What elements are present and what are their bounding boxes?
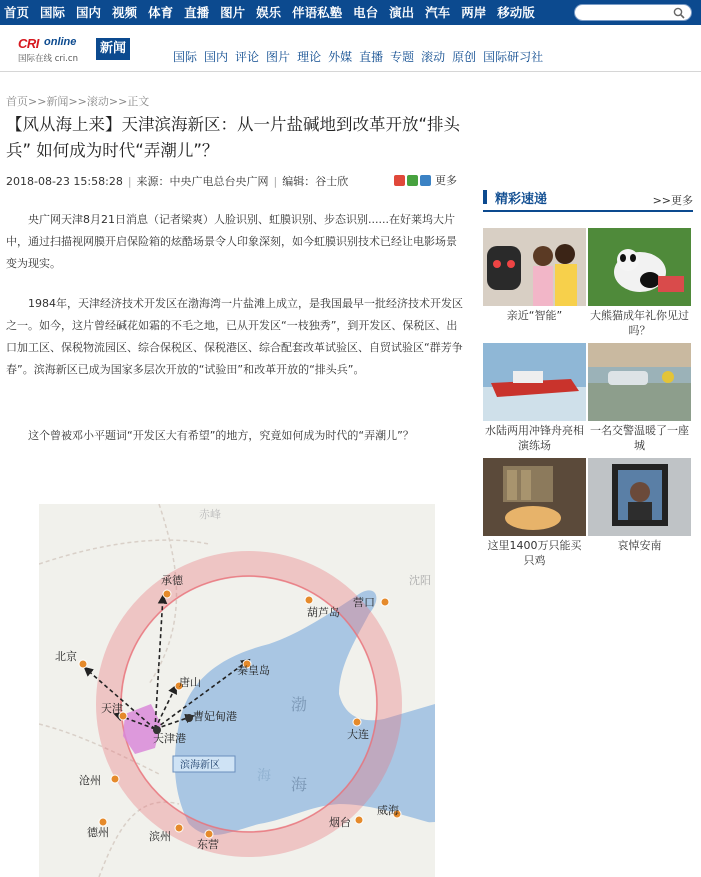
channel-nav-item[interactable]: 评论 xyxy=(235,50,260,64)
article-paragraph: 这个曾被邓小平题词“开发区大有希望”的地方，究竟如何成为时代的“弄潮儿”？ xyxy=(28,429,414,442)
article-paragraph: 1984年，天津经济技术开发区在渤海湾一片盐滩上成立，是我国最早一批经济技术开发区之一。如今，这片曾经碱花如霜的不毛之地，已从开发区“一枝独秀”，到开发区、保税区、出口加工区、保税物流园区、综合保税区、保税港区、综合配套改革试验区、自贸试验区“群芳争春”。滨海新区已成为国家多层次开放的“试验田”和改革开放的“排头兵”。 xyxy=(6,297,463,376)
logo-subtitle: 国际在线 cri.cn xyxy=(18,54,78,64)
svg-text:承德: 承德 xyxy=(161,574,183,587)
site-logo[interactable] xyxy=(18,36,130,64)
channel-nav-item[interactable]: 直播 xyxy=(359,50,384,64)
thumbnail-caption[interactable]: 大熊猫成年礼你见过吗？ xyxy=(590,309,689,337)
channel-nav-item[interactable]: 国内 xyxy=(204,50,229,64)
sidebar-item[interactable] xyxy=(588,343,691,453)
breadcrumb-sep: >> xyxy=(28,95,47,108)
share-bar xyxy=(394,172,457,188)
thumbnail-caption[interactable]: 亲近“智能” xyxy=(506,309,563,322)
channel-nav-item[interactable]: 国际研习社 xyxy=(483,50,544,64)
svg-text:沧州: 沧州 xyxy=(79,774,101,787)
breadcrumb-home[interactable]: 首页 xyxy=(6,95,28,108)
svg-text:威海: 威海 xyxy=(377,804,399,817)
svg-text:滨海新区: 滨海新区 xyxy=(180,760,220,771)
thumbnail-image[interactable] xyxy=(588,458,691,536)
svg-text:德州: 德州 xyxy=(87,826,109,839)
article-paragraph: 央广网天津8月21日消息（记者梁爽）人脸识别、虹膜识别、步态识别......在好莱坞大片中，通过扫描视网膜开启保险箱的炫酷场景令人印象深刻，如今虹膜识别技术已经让电影场景变为现实。 xyxy=(6,213,457,270)
breadcrumb-current: 正文 xyxy=(127,95,150,108)
svg-text:秦皇岛: 秦皇岛 xyxy=(237,664,270,677)
logo-news-badge: 新闻 xyxy=(96,38,130,60)
top-nav-item[interactable]: 国际 xyxy=(40,5,66,20)
svg-text:沈阳: 沈阳 xyxy=(409,574,431,587)
svg-text:东营: 东营 xyxy=(197,838,219,851)
svg-text:烟台: 烟台 xyxy=(329,816,351,829)
thumbnail-caption[interactable]: 哀悼安南 xyxy=(617,539,662,552)
channel-nav-item[interactable]: 外媒 xyxy=(328,50,353,64)
article-date: 2018-08-23 15:58:28 xyxy=(6,175,123,188)
logo-brand: CRI xyxy=(18,36,39,51)
top-nav-item[interactable]: 首页 xyxy=(4,5,30,20)
article-title: 【风从海上来】天津滨海新区：从一片盐碱地到改革开放“排头兵” 如何成为时代“弄潮儿”？ xyxy=(6,115,461,160)
channel-nav-item[interactable]: 专题 xyxy=(390,50,415,64)
top-nav-item[interactable]: 两岸 xyxy=(461,5,487,20)
header-divider xyxy=(0,71,701,72)
share-weibo-icon[interactable] xyxy=(394,175,405,186)
top-nav-bar xyxy=(0,0,701,25)
sidebar-title: 精彩速递 xyxy=(495,192,548,207)
share-wechat-icon[interactable] xyxy=(407,175,418,186)
channel-nav-item[interactable]: 理论 xyxy=(297,50,322,64)
search-icon[interactable] xyxy=(673,7,685,19)
svg-text:曹妃甸港: 曹妃甸港 xyxy=(193,710,237,723)
top-nav-item[interactable]: 电台 xyxy=(353,5,379,20)
top-nav-item[interactable]: 国内 xyxy=(76,5,102,20)
article-meta: 2018-08-23 15:58:28 | 来源：中央广电总台央广网 | 编辑：谷士欣 xyxy=(6,175,349,188)
breadcrumb-sep: >> xyxy=(68,95,87,108)
sidebar-item[interactable] xyxy=(588,458,691,553)
search-input[interactable] xyxy=(581,6,669,20)
thumbnail-image[interactable] xyxy=(483,343,586,421)
article-source: 来源：中央广电总台央广网 xyxy=(136,175,269,188)
thumbnail-caption[interactable]: 水陆两用冲锋舟亮相演练场 xyxy=(485,424,584,452)
channel-nav-item[interactable]: 图片 xyxy=(266,50,291,64)
sidebar-header xyxy=(483,186,693,212)
svg-text:大连: 大连 xyxy=(347,728,369,741)
thumbnail-image[interactable] xyxy=(483,458,586,536)
channel-nav xyxy=(173,48,550,65)
svg-text:天津港: 天津港 xyxy=(153,732,186,745)
sidebar-item[interactable] xyxy=(588,228,691,338)
top-nav-item[interactable]: 汽车 xyxy=(425,5,451,20)
svg-text:赤峰: 赤峰 xyxy=(199,508,221,521)
svg-text:滨州: 滨州 xyxy=(149,830,171,843)
sidebar-item[interactable] xyxy=(483,228,586,323)
top-nav-item[interactable]: 伴语私塾 xyxy=(292,5,343,20)
svg-text:葫芦岛: 葫芦岛 xyxy=(307,606,340,619)
thumbnail-caption[interactable]: 一名交警温暖了一座城 xyxy=(590,424,689,452)
svg-text:渤: 渤 xyxy=(291,695,308,714)
share-plus-icon[interactable] xyxy=(420,175,431,186)
top-nav-item[interactable]: 娱乐 xyxy=(256,5,282,20)
sidebar-item[interactable] xyxy=(483,343,586,453)
logo-online: online xyxy=(44,36,77,48)
svg-text:海: 海 xyxy=(291,775,308,794)
top-nav-item[interactable]: 视频 xyxy=(112,5,138,20)
svg-text:唐山: 唐山 xyxy=(179,676,201,689)
breadcrumb-news[interactable]: 新闻 xyxy=(46,95,69,108)
breadcrumb xyxy=(6,93,149,109)
sidebar-more-link[interactable]: >>更多 xyxy=(652,194,693,207)
article-editor: 编辑：谷士欣 xyxy=(282,175,349,188)
binhai-map-image xyxy=(39,504,435,877)
channel-nav-item[interactable]: 国际 xyxy=(173,50,198,64)
top-nav-item[interactable]: 图片 xyxy=(220,5,246,20)
svg-text:天津: 天津 xyxy=(101,702,123,715)
top-nav-item[interactable]: 演出 xyxy=(389,5,415,20)
share-more-link[interactable]: 更多 xyxy=(435,174,457,187)
svg-text:北京: 北京 xyxy=(55,650,77,663)
svg-text:海: 海 xyxy=(257,768,271,784)
thumbnail-image[interactable] xyxy=(588,228,691,306)
breadcrumb-rolling[interactable]: 滚动 xyxy=(86,95,109,108)
thumbnail-caption[interactable]: 这里1400万只能买只鸡 xyxy=(487,539,582,567)
channel-nav-item[interactable]: 滚动 xyxy=(421,50,446,64)
top-nav-item[interactable]: 直播 xyxy=(184,5,210,20)
top-nav-item[interactable]: 移动版 xyxy=(497,5,535,20)
search-box xyxy=(574,4,692,21)
thumbnail-image[interactable] xyxy=(588,343,691,421)
top-nav-items xyxy=(4,0,546,25)
breadcrumb-sep: >> xyxy=(108,95,128,108)
thumbnail-image[interactable] xyxy=(483,228,586,306)
binhai-map-svg xyxy=(39,504,435,877)
channel-nav-item[interactable]: 原创 xyxy=(452,50,477,64)
top-nav-item[interactable]: 体育 xyxy=(148,5,174,20)
svg-text:营口: 营口 xyxy=(353,596,375,609)
sidebar-item[interactable] xyxy=(483,458,586,568)
